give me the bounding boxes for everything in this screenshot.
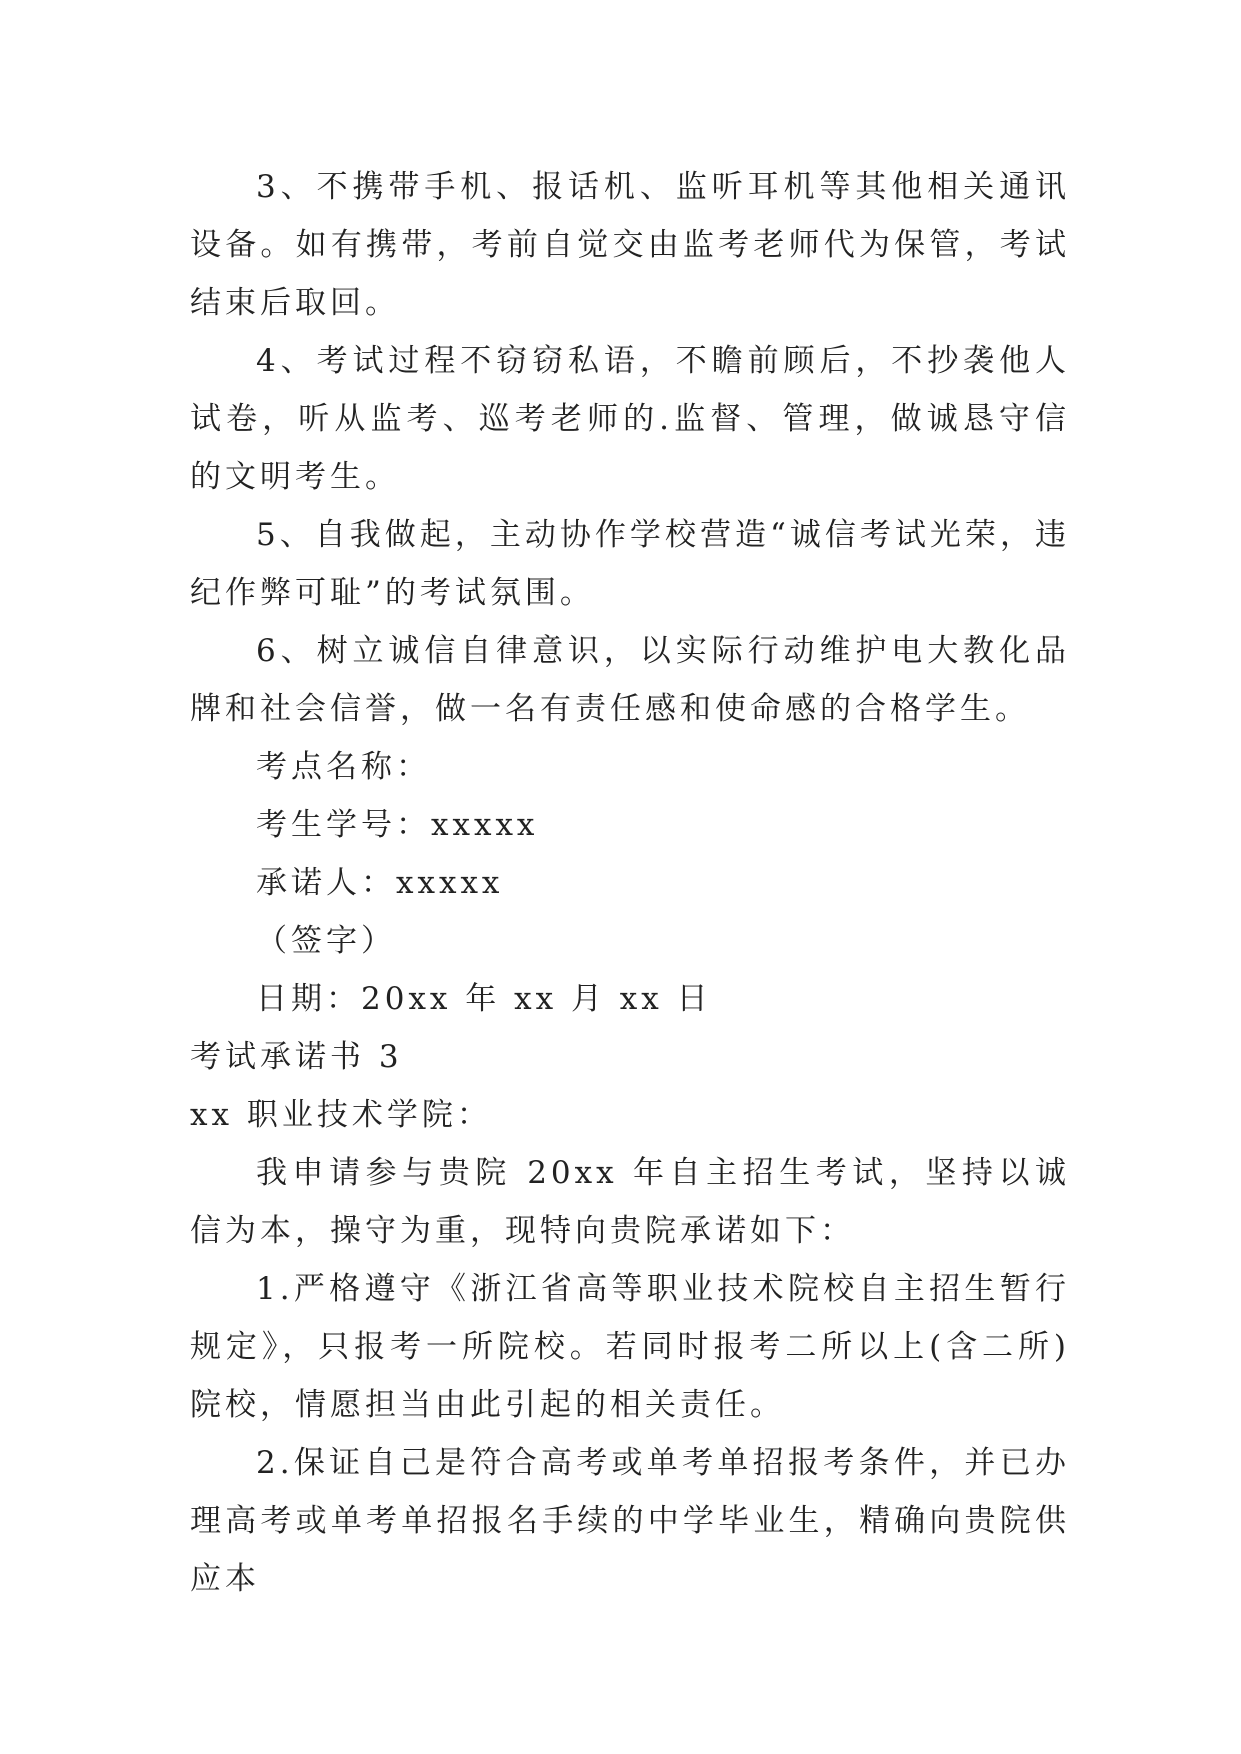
- signature-note: （签字）: [256, 923, 396, 959]
- pledge-item-2: 2.保证自己是符合高考或单考单招报考条件，并已办理高考或单考单招报名手续的中学毕业生，精确向贵院供应本: [190, 1445, 1070, 1597]
- paragraph-rule-6: 6、树立诚信自律意识，以实际行动维护电大教化品牌和社会信誉，做一名有责任感和使命感的合格学生。: [190, 633, 1070, 727]
- paragraph-rule-5: 5、自我做起，主动协作学校营造“诚信考试光荣，违纪作弊可耻”的考试氛围。: [190, 517, 1070, 611]
- document-body: [190, 158, 1070, 1608]
- exam-site-name-line: 考点名称：: [256, 749, 431, 785]
- salutation: xx 职业技术学院：: [190, 1097, 492, 1133]
- promiser-line: 承诺人：xxxxx: [256, 865, 504, 901]
- section-title: 考试承诺书 3: [190, 1039, 403, 1075]
- intro-paragraph: 我申请参与贵院 20xx 年自主招生考试，坚持以诚信为本，操守为重，现特向贵院承诺如下：: [190, 1155, 1070, 1249]
- paragraph-rule-3: 3、不携带手机、报话机、监听耳机等其他相关通讯设备。如有携带，考前自觉交由监考老师代为保管，考试结束后取回。: [190, 169, 1070, 321]
- pledge-item-1: 1.严格遵守《浙江省高等职业技术院校自主招生暂行规定》，只报考一所院校。若同时报考二所以上(含二所)院校，情愿担当由此引起的相关责任。: [190, 1271, 1070, 1423]
- date-line: 日期：20xx 年 xx 月 xx 日: [256, 981, 712, 1017]
- student-id-line: 考生学号：xxxxx: [256, 807, 539, 843]
- paragraph-rule-4: 4、考试过程不窃窃私语，不瞻前顾后，不抄袭他人试卷，听从监考、巡考老师的.监督、管理，做诚恳守信的文明考生。: [190, 343, 1070, 495]
